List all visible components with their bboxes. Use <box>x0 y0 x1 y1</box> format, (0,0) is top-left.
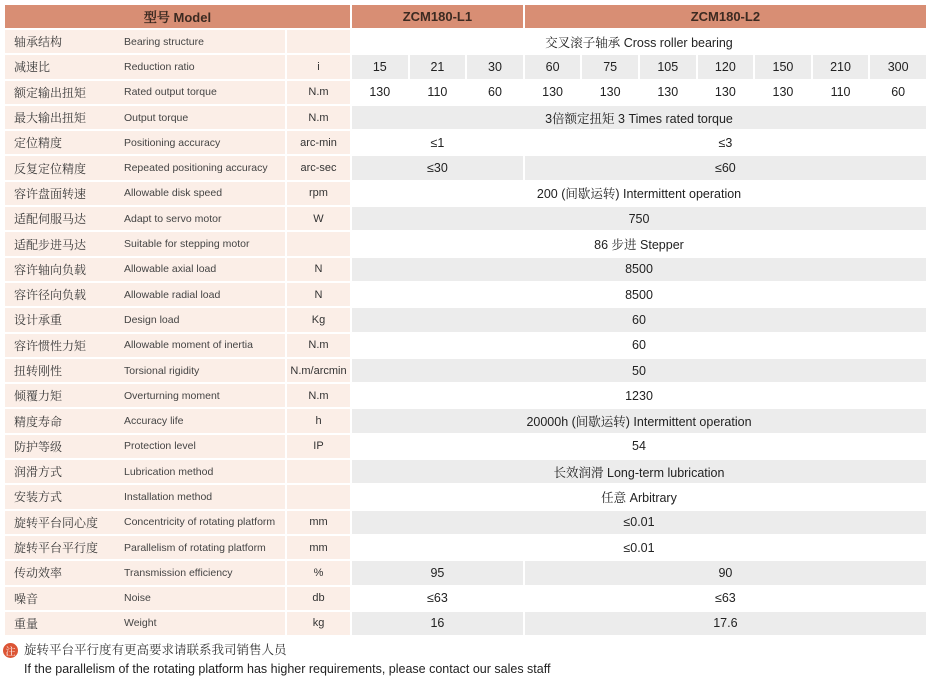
row-unit-cell <box>287 232 350 255</box>
row-label-cell <box>5 561 285 584</box>
row-unit-cell: N.m <box>287 334 350 357</box>
row-label-zh: 重量 <box>14 616 39 631</box>
row-label-en: Allowable axial load <box>124 263 217 276</box>
value-cell: ≤63 <box>352 587 523 610</box>
value-cell: 60 <box>870 81 926 104</box>
row-label-en: Output torque <box>124 111 189 124</box>
row-label-cell <box>5 409 285 432</box>
table-row <box>5 359 928 382</box>
table-row <box>5 232 928 255</box>
row-unit-cell: kg <box>287 612 350 635</box>
row-values <box>352 384 928 407</box>
value-cell: 130 <box>582 81 638 104</box>
header-row <box>5 5 928 28</box>
row-unit-cell: db <box>287 587 350 610</box>
row-label-en: Protection level <box>124 440 196 453</box>
row-values <box>352 182 928 205</box>
row-label-en: Noise <box>124 592 151 605</box>
table-row <box>5 511 928 534</box>
value-cell: 16 <box>352 612 523 635</box>
value-cell: 60 <box>467 81 523 104</box>
table-row <box>5 536 928 559</box>
row-label-zh: 润滑方式 <box>14 465 63 480</box>
value-cell: 130 <box>525 81 581 104</box>
table-row <box>5 156 928 179</box>
value-cell: 21 <box>410 55 466 78</box>
row-label-zh: 精度寿命 <box>14 414 63 429</box>
row-label-en: Allowable radial load <box>124 288 221 301</box>
row-label-zh: 旋转平台同心度 <box>14 515 99 530</box>
row-unit-cell: N <box>287 258 350 281</box>
row-label-cell <box>5 106 285 129</box>
row-label-zh: 反复定位精度 <box>14 161 87 176</box>
row-values <box>352 334 928 357</box>
table-row <box>5 106 928 129</box>
value-cell: 60 <box>352 334 926 357</box>
model-column-header: ZCM180-L2 <box>525 5 926 28</box>
row-label-en: Design load <box>124 313 180 326</box>
row-unit-cell: N.m <box>287 384 350 407</box>
row-label-zh: 倾覆力矩 <box>14 389 63 404</box>
row-label-cell <box>5 536 285 559</box>
value-cell: 750 <box>352 207 926 230</box>
table-row <box>5 384 928 407</box>
model-column-header: ZCM180-L1 <box>352 5 523 28</box>
row-label-en: Accuracy life <box>124 415 184 428</box>
value-cell: 110 <box>813 81 869 104</box>
row-unit-cell: N.m <box>287 81 350 104</box>
value-cell: 210 <box>813 55 869 78</box>
value-cell: 8500 <box>352 283 926 306</box>
row-label-cell <box>5 258 285 281</box>
row-label-en: Allowable disk speed <box>124 187 223 200</box>
row-label-cell <box>5 207 285 230</box>
table-row <box>5 612 928 635</box>
value-cell: ≤0.01 <box>352 511 926 534</box>
row-label-zh: 传动效率 <box>14 566 63 581</box>
table-row <box>5 55 928 78</box>
row-label-en: Bearing structure <box>124 35 204 48</box>
spec-table <box>5 5 928 637</box>
note-text-en: If the parallelism of the rotating platform has higher requirements, please contact our sales staff <box>24 662 551 676</box>
row-label-zh: 噪音 <box>14 591 39 606</box>
note-text-zh: 旋转平台平行度有更高要求请联系我司销售人员 <box>24 643 287 657</box>
row-label-en: Rated output torque <box>124 86 217 99</box>
row-values <box>352 30 928 53</box>
value-cell: 长效润滑 Long-term lubrication <box>352 460 926 483</box>
row-unit-cell: arc-min <box>287 131 350 154</box>
row-label-cell <box>5 131 285 154</box>
table-row <box>5 131 928 154</box>
table-row <box>5 587 928 610</box>
table-row <box>5 435 928 458</box>
row-label-cell <box>5 156 285 179</box>
row-values <box>352 207 928 230</box>
row-values <box>352 156 928 179</box>
row-unit-cell: W <box>287 207 350 230</box>
row-label-en: Reduction ratio <box>124 60 195 73</box>
row-label-zh: 减速比 <box>14 60 51 75</box>
value-cell: 60 <box>352 308 926 331</box>
value-cell: ≤3 <box>525 131 926 154</box>
value-cell: 50 <box>352 359 926 382</box>
value-cell: 120 <box>698 55 754 78</box>
row-unit-cell: N.m <box>287 106 350 129</box>
row-label-cell <box>5 55 285 78</box>
model-header-cell: 型号 Model <box>5 5 350 28</box>
row-label-zh: 旋转平台平行度 <box>14 541 99 556</box>
row-label-en: Torsional rigidity <box>124 364 200 377</box>
footnote <box>3 641 550 679</box>
row-values <box>352 511 928 534</box>
row-label-zh: 容许轴向负载 <box>14 262 87 277</box>
row-unit-cell: % <box>287 561 350 584</box>
value-cell: 75 <box>582 55 638 78</box>
row-values <box>352 308 928 331</box>
row-label-zh: 适配伺服马达 <box>14 212 87 227</box>
row-label-zh: 设计承重 <box>14 313 63 328</box>
row-unit-cell: i <box>287 55 350 78</box>
value-cell: 95 <box>352 561 523 584</box>
table-row <box>5 182 928 205</box>
row-values <box>352 612 928 635</box>
row-values <box>352 536 928 559</box>
value-cell: 130 <box>698 81 754 104</box>
value-cell: 130 <box>640 81 696 104</box>
row-label-zh: 最大输出扭矩 <box>14 111 87 126</box>
note-badge-icon: 注 <box>3 643 18 658</box>
value-cell: 8500 <box>352 258 926 281</box>
value-cell: 300 <box>870 55 926 78</box>
row-values <box>352 55 928 78</box>
note-text-block <box>24 641 550 679</box>
value-cell: 130 <box>352 81 408 104</box>
row-label-cell <box>5 232 285 255</box>
row-label-cell <box>5 435 285 458</box>
row-label-en: Allowable moment of inertia <box>124 339 253 352</box>
row-values <box>352 561 928 584</box>
row-values <box>352 258 928 281</box>
row-label-zh: 容许径向负载 <box>14 288 87 303</box>
row-unit-cell: N.m/arcmin <box>287 359 350 382</box>
table-row <box>5 334 928 357</box>
table-row <box>5 81 928 104</box>
value-cell: 110 <box>410 81 466 104</box>
table-row <box>5 485 928 508</box>
value-cell: 任意 Arbitrary <box>352 485 926 508</box>
row-unit-cell <box>287 30 350 53</box>
row-label-cell <box>5 587 285 610</box>
value-cell: 90 <box>525 561 926 584</box>
row-label-en: Weight <box>124 617 157 630</box>
row-values <box>352 232 928 255</box>
row-label-cell <box>5 30 285 53</box>
row-unit-cell: h <box>287 409 350 432</box>
row-label-cell <box>5 485 285 508</box>
row-label-cell <box>5 283 285 306</box>
value-cell: 200 (间歇运转) Intermittent operation <box>352 182 926 205</box>
value-cell: ≤0.01 <box>352 536 926 559</box>
row-unit-cell: rpm <box>287 182 350 205</box>
row-values <box>352 460 928 483</box>
row-label-en: Parallelism of rotating platform <box>124 541 266 554</box>
value-cell: 86 步进 Stepper <box>352 232 926 255</box>
value-cell: 60 <box>525 55 581 78</box>
row-values <box>352 435 928 458</box>
row-values <box>352 106 928 129</box>
row-label-en: Suitable for stepping motor <box>124 238 250 251</box>
table-row <box>5 561 928 584</box>
row-unit-cell: N <box>287 283 350 306</box>
value-cell: 15 <box>352 55 408 78</box>
row-label-cell <box>5 359 285 382</box>
value-cell: ≤1 <box>352 131 523 154</box>
value-cell: 30 <box>467 55 523 78</box>
row-label-cell <box>5 612 285 635</box>
row-label-zh: 安装方式 <box>14 490 63 505</box>
row-unit-cell: mm <box>287 511 350 534</box>
value-cell: 54 <box>352 435 926 458</box>
table-row <box>5 308 928 331</box>
value-cell: 交叉滚子轴承 Cross roller bearing <box>352 30 926 53</box>
value-cell: 150 <box>755 55 811 78</box>
row-label-zh: 适配步进马达 <box>14 237 87 252</box>
row-label-cell <box>5 334 285 357</box>
value-cell: ≤60 <box>525 156 926 179</box>
row-label-zh: 轴承结构 <box>14 35 63 50</box>
row-label-en: Overturning moment <box>124 389 220 402</box>
row-values <box>352 283 928 306</box>
row-unit-cell <box>287 460 350 483</box>
row-label-en: Positioning accuracy <box>124 136 221 149</box>
row-label-cell <box>5 182 285 205</box>
table-row <box>5 207 928 230</box>
row-unit-cell: arc-sec <box>287 156 350 179</box>
table-row <box>5 460 928 483</box>
row-values <box>352 409 928 432</box>
row-values <box>352 485 928 508</box>
row-label-cell <box>5 308 285 331</box>
table-row <box>5 283 928 306</box>
row-label-en: Transmission efficiency <box>124 566 233 579</box>
row-unit-cell: mm <box>287 536 350 559</box>
row-label-zh: 定位精度 <box>14 136 63 151</box>
row-values <box>352 131 928 154</box>
row-label-en: Adapt to servo motor <box>124 212 222 225</box>
row-values <box>352 81 928 104</box>
row-label-zh: 额定输出扭矩 <box>14 85 87 100</box>
table-row <box>5 258 928 281</box>
row-label-en: Installation method <box>124 490 213 503</box>
row-label-cell <box>5 511 285 534</box>
value-cell: 130 <box>755 81 811 104</box>
table-row <box>5 409 928 432</box>
row-label-zh: 容许盘面转速 <box>14 186 87 201</box>
value-cell: 20000h (间歇运转) Intermittent operation <box>352 409 926 432</box>
row-values <box>352 359 928 382</box>
table-row <box>5 30 928 53</box>
row-label-zh: 容许惯性力矩 <box>14 338 87 353</box>
row-label-en: Concentricity of rotating platform <box>124 516 276 529</box>
row-label-zh: 防护等级 <box>14 439 63 454</box>
value-cell: 3倍额定扭矩 3 Times rated torque <box>352 106 926 129</box>
value-cell: ≤30 <box>352 156 523 179</box>
row-unit-cell: IP <box>287 435 350 458</box>
row-label-cell <box>5 384 285 407</box>
value-cell: ≤63 <box>525 587 926 610</box>
value-cell: 1230 <box>352 384 926 407</box>
row-label-en: Repeated positioning accuracy <box>124 162 268 175</box>
value-cell: 105 <box>640 55 696 78</box>
row-label-zh: 扭转刚性 <box>14 364 63 378</box>
row-label-en: Lubrication method <box>124 465 214 478</box>
row-label-cell <box>5 460 285 483</box>
value-cell: 17.6 <box>525 612 926 635</box>
row-unit-cell: Kg <box>287 308 350 331</box>
row-label-cell <box>5 81 285 104</box>
row-unit-cell <box>287 485 350 508</box>
row-values <box>352 587 928 610</box>
